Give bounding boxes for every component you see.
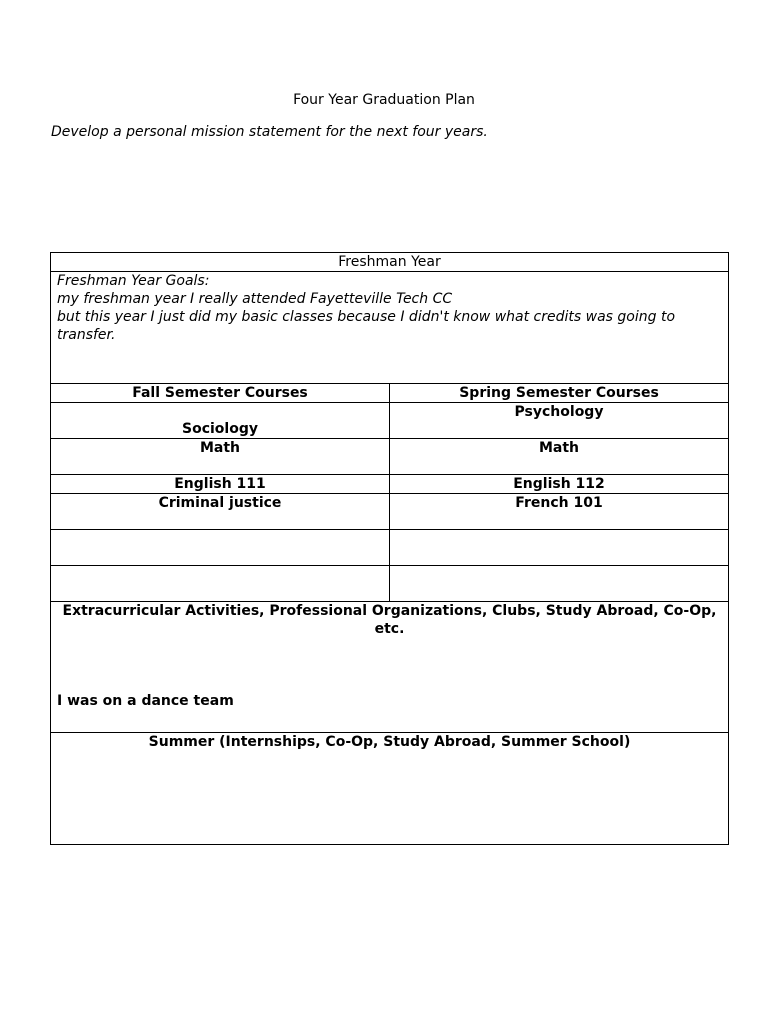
mission-prompt: Develop a personal mission statement for the next four years. xyxy=(51,124,488,140)
extracurricular-header: Extracurricular Activities, Professional Organizations, Clubs, Study Abroad, Co-Op, etc. xyxy=(62,603,717,637)
document-title: Four Year Graduation Plan xyxy=(293,92,475,108)
fall-course-cell[interactable] xyxy=(51,530,390,566)
fall-course-cell[interactable]: Sociology xyxy=(51,403,390,439)
spring-course-cell[interactable] xyxy=(390,566,729,602)
fall-semester-header: Fall Semester Courses xyxy=(51,384,390,403)
goals-line: but this year I just did my basic classes because I didn't know what credits was going to transfer. xyxy=(57,309,676,343)
fall-course-cell[interactable]: English 111 xyxy=(51,475,390,494)
extracurricular-value: I was on a dance team xyxy=(57,693,234,709)
spring-semester-header: Spring Semester Courses xyxy=(390,384,729,403)
extracurricular-cell[interactable] xyxy=(51,602,729,733)
fall-course-cell[interactable]: Math xyxy=(51,439,390,475)
summer-header: Summer (Internships, Co-Op, Study Abroad, Summer School) xyxy=(148,734,631,750)
summer-cell[interactable] xyxy=(51,733,729,845)
freshman-goals-cell[interactable] xyxy=(51,272,729,384)
spring-course-cell[interactable]: French 101 xyxy=(390,494,729,530)
spring-course-cell[interactable]: English 112 xyxy=(390,475,729,494)
goals-line: my freshman year I really attended Fayetteville Tech CC xyxy=(57,291,453,307)
spring-course-cell[interactable] xyxy=(390,530,729,566)
spring-course-cell[interactable]: Math xyxy=(390,439,729,475)
fall-course-cell[interactable] xyxy=(51,566,390,602)
spring-course-cell[interactable]: Psychology xyxy=(390,403,729,439)
freshman-year-header: Freshman Year xyxy=(51,253,729,272)
freshman-year-table xyxy=(50,252,729,845)
goals-label: Freshman Year Goals: xyxy=(57,273,210,289)
fall-course-cell[interactable]: Criminal justice xyxy=(51,494,390,530)
